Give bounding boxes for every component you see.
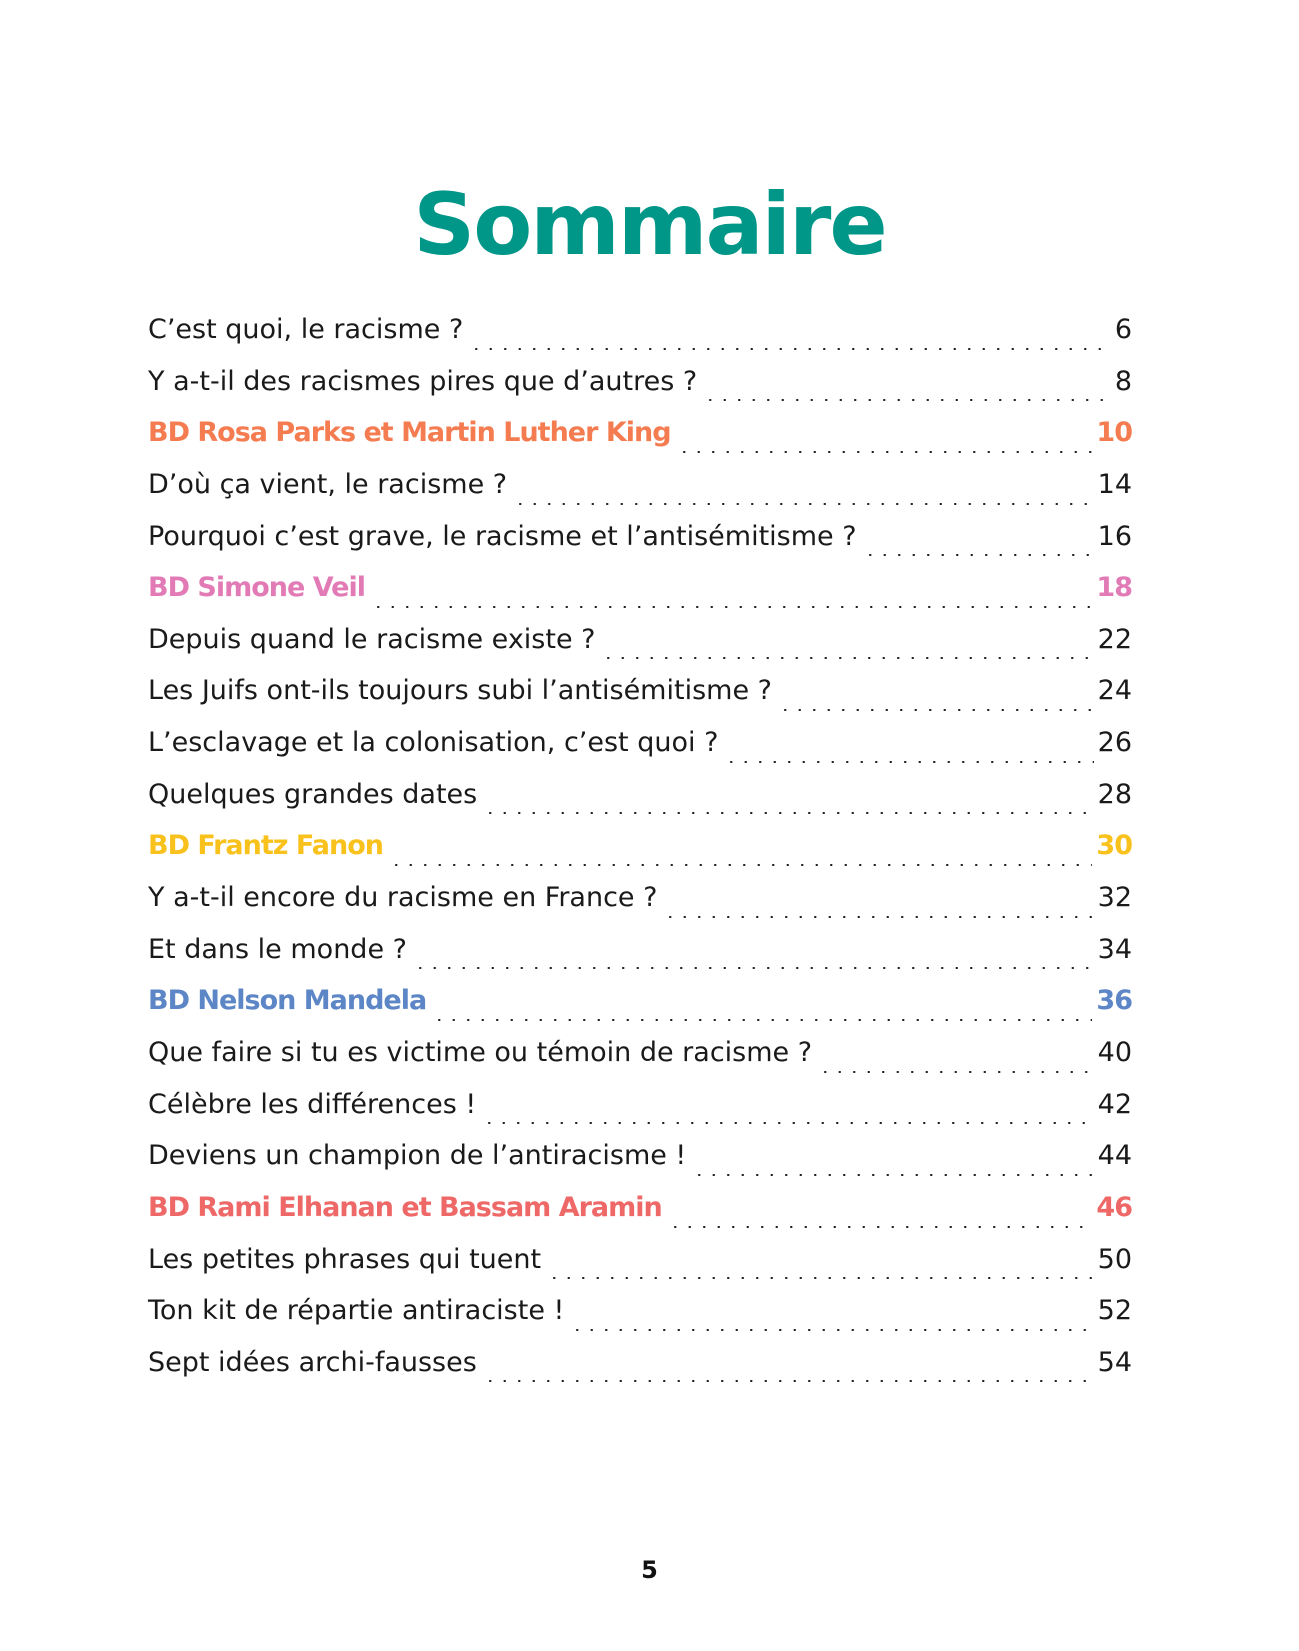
toc-entry[interactable] xyxy=(148,723,1132,775)
dot-leader xyxy=(778,709,1094,711)
toc-entry[interactable] xyxy=(148,1240,1132,1292)
toc-entry[interactable] xyxy=(148,1343,1132,1395)
dot-leader xyxy=(371,606,1092,608)
toc-entry-label: Pourquoi c’est grave, le racisme et l’antisémitisme ? xyxy=(148,520,857,552)
toc-entry-page: 42 xyxy=(1097,1088,1132,1120)
toc-entry-page: 52 xyxy=(1097,1295,1132,1327)
toc-entry[interactable] xyxy=(148,310,1132,362)
dot-leader xyxy=(432,1019,1092,1021)
toc-entry-label: L’esclavage et la colonisation, c’est quoi ? xyxy=(148,727,719,759)
toc-entry[interactable] xyxy=(148,620,1132,672)
toc-entry[interactable] xyxy=(148,671,1132,723)
toc-entry-page: 26 xyxy=(1097,727,1132,759)
dot-leader xyxy=(547,1277,1094,1279)
toc-entry-page: 36 xyxy=(1096,985,1132,1017)
toc-entry-label: BD Nelson Mandela xyxy=(148,985,427,1017)
toc-entry-label: Depuis quand le racisme existe ? xyxy=(148,623,596,655)
toc-entry[interactable] xyxy=(148,465,1132,517)
page-title: Sommaire xyxy=(413,174,886,275)
toc-entry-page: 34 xyxy=(1097,933,1132,965)
toc-entry[interactable] xyxy=(148,568,1132,620)
toc-entry-page: 28 xyxy=(1097,778,1132,810)
toc-entry-label: Les petites phrases qui tuent xyxy=(148,1243,542,1275)
dot-leader xyxy=(469,348,1111,350)
table-of-contents xyxy=(148,310,1132,1394)
toc-entry-page: 8 xyxy=(1114,365,1132,397)
toc-entry-page: 24 xyxy=(1097,675,1132,707)
toc-entry-label: Ton kit de répartie antiraciste ! xyxy=(148,1295,565,1327)
toc-entry-label: Sept idées archi-fausses xyxy=(148,1346,477,1378)
toc-entry-page: 14 xyxy=(1097,468,1132,500)
page-number: 5 xyxy=(641,1556,658,1584)
toc-entry[interactable] xyxy=(148,1188,1132,1240)
toc-entry-label: D’où ça vient, le racisme ? xyxy=(148,468,508,500)
toc-entry[interactable] xyxy=(148,826,1132,878)
dot-leader xyxy=(692,1174,1093,1176)
toc-entry-label: Les Juifs ont-ils toujours subi l’antisémitisme ? xyxy=(148,675,772,707)
toc-entry-page: 18 xyxy=(1096,572,1132,604)
dot-leader xyxy=(677,451,1093,453)
dot-leader xyxy=(703,399,1111,401)
toc-entry[interactable] xyxy=(148,1033,1132,1085)
dot-leader xyxy=(601,657,1093,659)
toc-entry-label: Deviens un champion de l’antiracisme ! xyxy=(148,1140,687,1172)
dot-leader xyxy=(570,1329,1093,1331)
toc-entry-page: 44 xyxy=(1097,1140,1132,1172)
toc-entry-label: BD Simone Veil xyxy=(148,572,365,604)
toc-entry-label: Quelques grandes dates xyxy=(148,778,478,810)
dot-leader xyxy=(413,967,1094,969)
toc-entry[interactable] xyxy=(148,775,1132,827)
toc-entry-page: 46 xyxy=(1096,1191,1132,1223)
toc-entry-label: Que faire si tu es victime ou témoin de racisme ? xyxy=(148,1036,813,1068)
toc-entry[interactable] xyxy=(148,1085,1132,1137)
dot-leader xyxy=(863,554,1094,556)
toc-entry-label: Y a-t-il encore du racisme en France ? xyxy=(148,882,658,914)
dot-leader xyxy=(483,812,1093,814)
toc-entry[interactable] xyxy=(148,981,1132,1033)
toc-entry-page: 54 xyxy=(1097,1346,1132,1378)
toc-entry-page: 22 xyxy=(1097,623,1132,655)
toc-entry[interactable] xyxy=(148,1136,1132,1188)
dot-leader xyxy=(483,1380,1094,1382)
toc-entry-label: BD Rami Elhanan et Bassam Aramin xyxy=(148,1191,662,1223)
toc-entry-label: BD Frantz Fanon xyxy=(148,830,383,862)
toc-entry-page: 32 xyxy=(1097,882,1132,914)
toc-entry-label: Célèbre les différences ! xyxy=(148,1088,477,1120)
toc-entry-page: 16 xyxy=(1097,520,1132,552)
dot-leader xyxy=(663,916,1093,918)
toc-entry-page: 10 xyxy=(1096,417,1132,449)
toc-entry[interactable] xyxy=(148,362,1132,414)
dot-leader xyxy=(513,503,1094,505)
toc-entry-page: 30 xyxy=(1096,830,1132,862)
toc-entry[interactable] xyxy=(148,413,1132,465)
toc-entry-page: 6 xyxy=(1114,314,1132,345)
toc-entry-label: BD Rosa Parks et Martin Luther King xyxy=(148,417,671,449)
dot-leader xyxy=(668,1226,1093,1228)
dot-leader xyxy=(482,1122,1093,1124)
toc-entry-page: 40 xyxy=(1097,1036,1132,1068)
toc-entry-label: Et dans le monde ? xyxy=(148,933,407,965)
dot-leader xyxy=(389,864,1092,866)
dot-leader xyxy=(724,761,1093,763)
toc-entry[interactable] xyxy=(148,1291,1132,1343)
dot-leader xyxy=(818,1071,1094,1073)
toc-entry-label: Y a-t-il des racismes pires que d’autres ? xyxy=(148,365,698,397)
toc-entry-page: 50 xyxy=(1097,1243,1132,1275)
toc-entry[interactable] xyxy=(148,517,1132,569)
toc-entry[interactable] xyxy=(148,878,1132,930)
toc-entry[interactable] xyxy=(148,930,1132,982)
toc-entry-label: C’est quoi, le racisme ? xyxy=(148,314,464,345)
